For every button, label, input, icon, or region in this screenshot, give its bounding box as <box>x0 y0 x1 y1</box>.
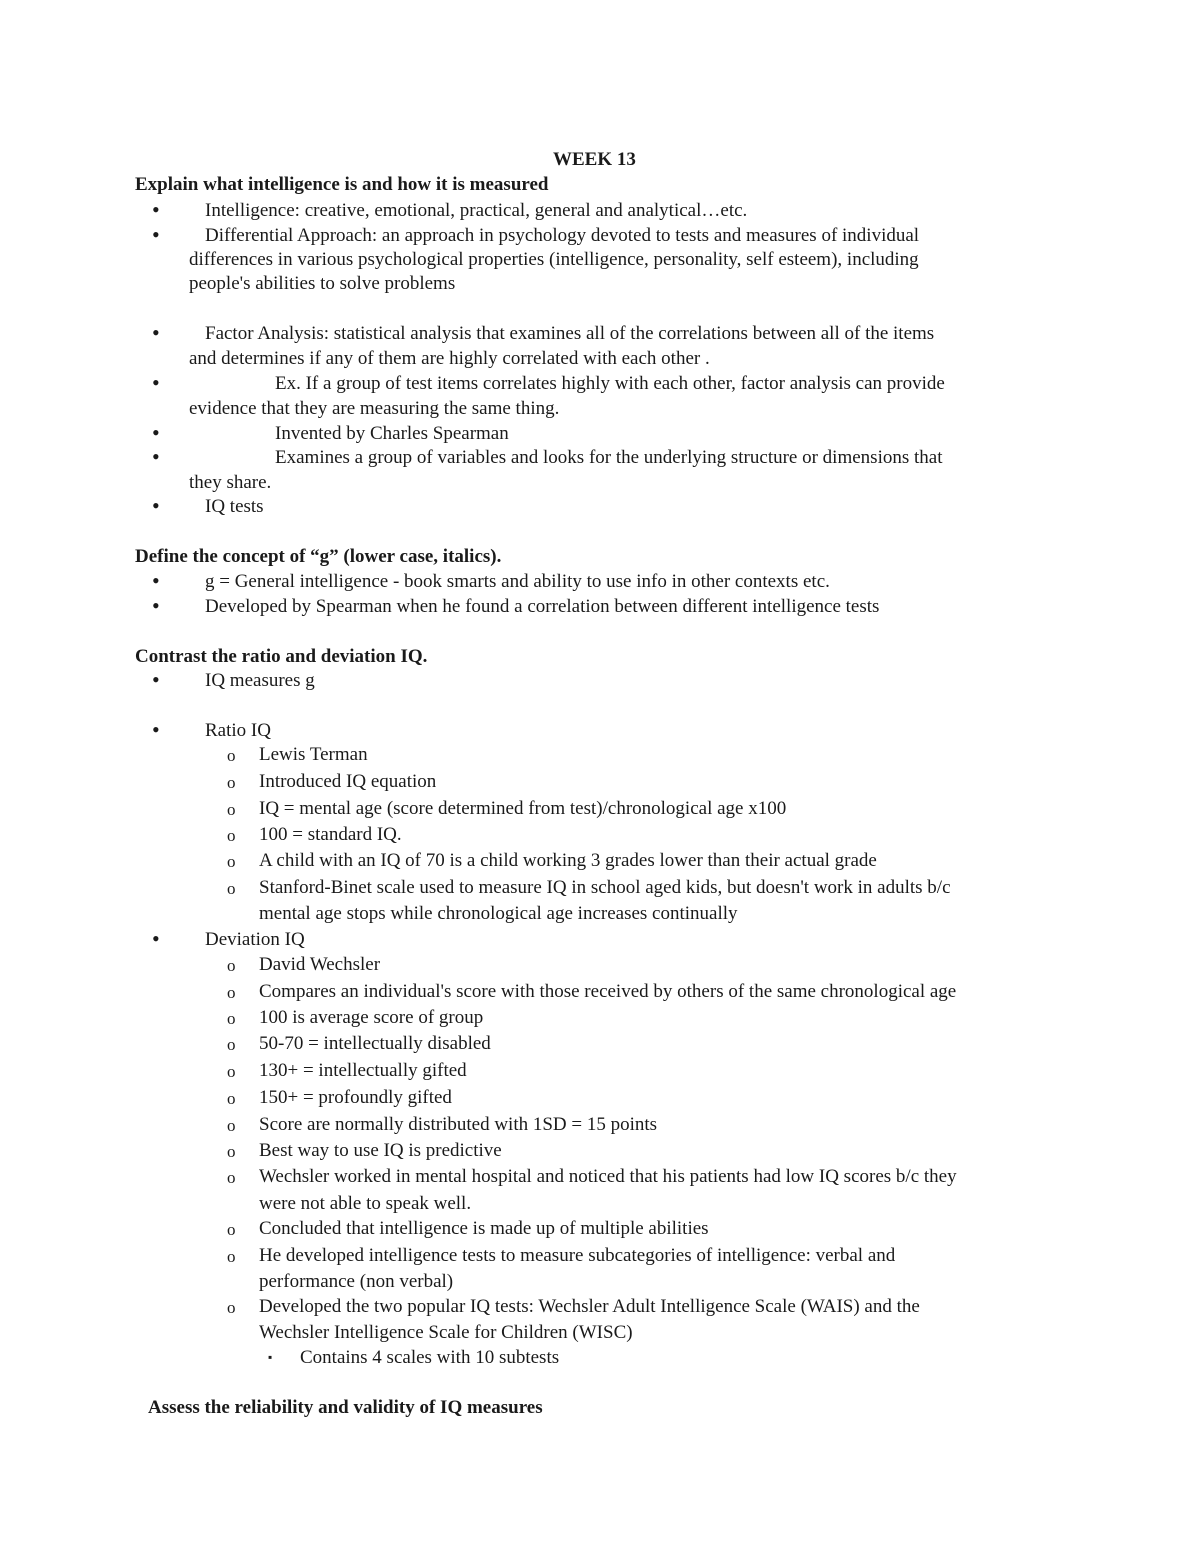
list-item: Ex. If a group of test items correlates highly with each other, factor analysis can provide <box>275 373 945 394</box>
sub-list-item: David Wechsler <box>259 954 381 975</box>
list-item-continuation: and determines if any of them are highly correlated with each other . <box>189 348 710 369</box>
sub-list-item: Score are normally distributed with 1SD = 15 points <box>259 1114 658 1135</box>
list-item-continuation: people's abilities to solve problems <box>189 273 456 294</box>
circle-bullet-icon: o <box>227 1116 236 1135</box>
bullet-icon: • <box>152 420 160 445</box>
bullet-icon: • <box>152 320 160 345</box>
sub-list-item: 150+ = profoundly gifted <box>259 1087 452 1108</box>
list-item: g = General intelligence - book smarts and ability to use info in other contexts etc. <box>205 571 830 592</box>
list-item-continuation: evidence that they are measuring the same thing. <box>189 398 560 419</box>
circle-bullet-icon: o <box>227 1168 236 1187</box>
bullet-icon: • <box>152 197 160 222</box>
sub-sub-list-item: Contains 4 scales with 10 subtests <box>300 1347 560 1368</box>
list-item: Invented by Charles Spearman <box>275 423 509 444</box>
bullet-icon: • <box>152 568 160 593</box>
list-item: IQ tests <box>205 496 264 517</box>
sub-list-item: Wechsler worked in mental hospital and noticed that his patients had low IQ scores b/c they <box>259 1166 957 1187</box>
circle-bullet-icon: o <box>227 800 236 819</box>
sub-list-item: 50-70 = intellectually disabled <box>259 1033 491 1054</box>
circle-bullet-icon: o <box>227 1142 236 1161</box>
section-heading: Assess the reliability and validity of IQ measures <box>148 1397 543 1418</box>
bullet-icon: • <box>152 493 160 518</box>
list-item: Intelligence: creative, emotional, practical, general and analytical…etc. <box>205 200 748 221</box>
list-item: Examines a group of variables and looks for the underlying structure or dimensions that <box>275 447 943 468</box>
sub-list-item-continuation: Wechsler Intelligence Scale for Children (WISC) <box>259 1322 633 1343</box>
circle-bullet-icon: o <box>227 956 236 975</box>
circle-bullet-icon: o <box>227 1298 236 1317</box>
list-item-continuation: they share. <box>189 472 272 493</box>
page-title: WEEK 13 <box>553 149 636 170</box>
sub-list-item-continuation: mental age stops while chronological age increases continually <box>259 903 738 924</box>
circle-bullet-icon: o <box>227 1247 236 1266</box>
circle-bullet-icon: o <box>227 1009 236 1028</box>
sub-list-item: 100 = standard IQ. <box>259 824 402 845</box>
circle-bullet-icon: o <box>227 879 236 898</box>
circle-bullet-icon: o <box>227 746 236 765</box>
list-item: IQ measures g <box>205 670 315 691</box>
circle-bullet-icon: o <box>227 1220 236 1239</box>
sub-list-item: 100 is average score of group <box>259 1007 484 1028</box>
bullet-icon: • <box>152 222 160 247</box>
sub-list-item: Best way to use IQ is predictive <box>259 1140 502 1161</box>
circle-bullet-icon: o <box>227 1062 236 1081</box>
sub-list-item: Lewis Terman <box>259 744 368 765</box>
sub-list-item-continuation: were not able to speak well. <box>259 1193 472 1214</box>
list-item: Deviation IQ <box>205 929 305 950</box>
section-heading: Define the concept of “g” (lower case, italics). <box>135 546 502 567</box>
circle-bullet-icon: o <box>227 852 236 871</box>
bullet-icon: • <box>152 593 160 618</box>
circle-bullet-icon: o <box>227 1035 236 1054</box>
sub-list-item: 130+ = intellectually gifted <box>259 1060 467 1081</box>
circle-bullet-icon: o <box>227 1089 236 1108</box>
list-item: Factor Analysis: statistical analysis that examines all of the correlations between all of the items <box>205 323 935 344</box>
circle-bullet-icon: o <box>227 773 236 792</box>
section-heading: Contrast the ratio and deviation IQ. <box>135 646 428 667</box>
list-item: Developed by Spearman when he found a correlation between different intelligence tests <box>205 596 880 617</box>
sub-list-item: IQ = mental age (score determined from test)/chronological age x100 <box>259 798 787 819</box>
circle-bullet-icon: o <box>227 983 236 1002</box>
circle-bullet-icon: o <box>227 826 236 845</box>
square-bullet-icon: ▪ <box>268 1350 273 1364</box>
list-item-continuation: differences in various psychological properties (intelligence, personality, self esteem), including <box>189 249 919 270</box>
list-item: Ratio IQ <box>205 720 271 741</box>
section-heading: Explain what intelligence is and how it is measured <box>135 174 549 195</box>
sub-list-item: Concluded that intelligence is made up of multiple abilities <box>259 1218 709 1239</box>
sub-list-item: Compares an individual's score with those received by others of the same chronological age <box>259 981 957 1002</box>
sub-list-item-continuation: performance (non verbal) <box>259 1271 454 1292</box>
bullet-icon: • <box>152 926 160 951</box>
sub-list-item: Developed the two popular IQ tests: Wechsler Adult Intelligence Scale (WAIS) and the <box>259 1296 920 1317</box>
sub-list-item: Introduced IQ equation <box>259 771 437 792</box>
bullet-icon: • <box>152 444 160 469</box>
bullet-icon: • <box>152 717 160 742</box>
sub-list-item: A child with an IQ of 70 is a child working 3 grades lower than their actual grade <box>259 850 877 871</box>
sub-list-item: Stanford-Binet scale used to measure IQ in school aged kids, but doesn't work in adults b/c <box>259 877 951 898</box>
bullet-icon: • <box>152 370 160 395</box>
list-item: Differential Approach: an approach in psychology devoted to tests and measures of individual <box>205 225 920 246</box>
bullet-icon: • <box>152 667 160 692</box>
sub-list-item: He developed intelligence tests to measure subcategories of intelligence: verbal and <box>259 1245 896 1266</box>
